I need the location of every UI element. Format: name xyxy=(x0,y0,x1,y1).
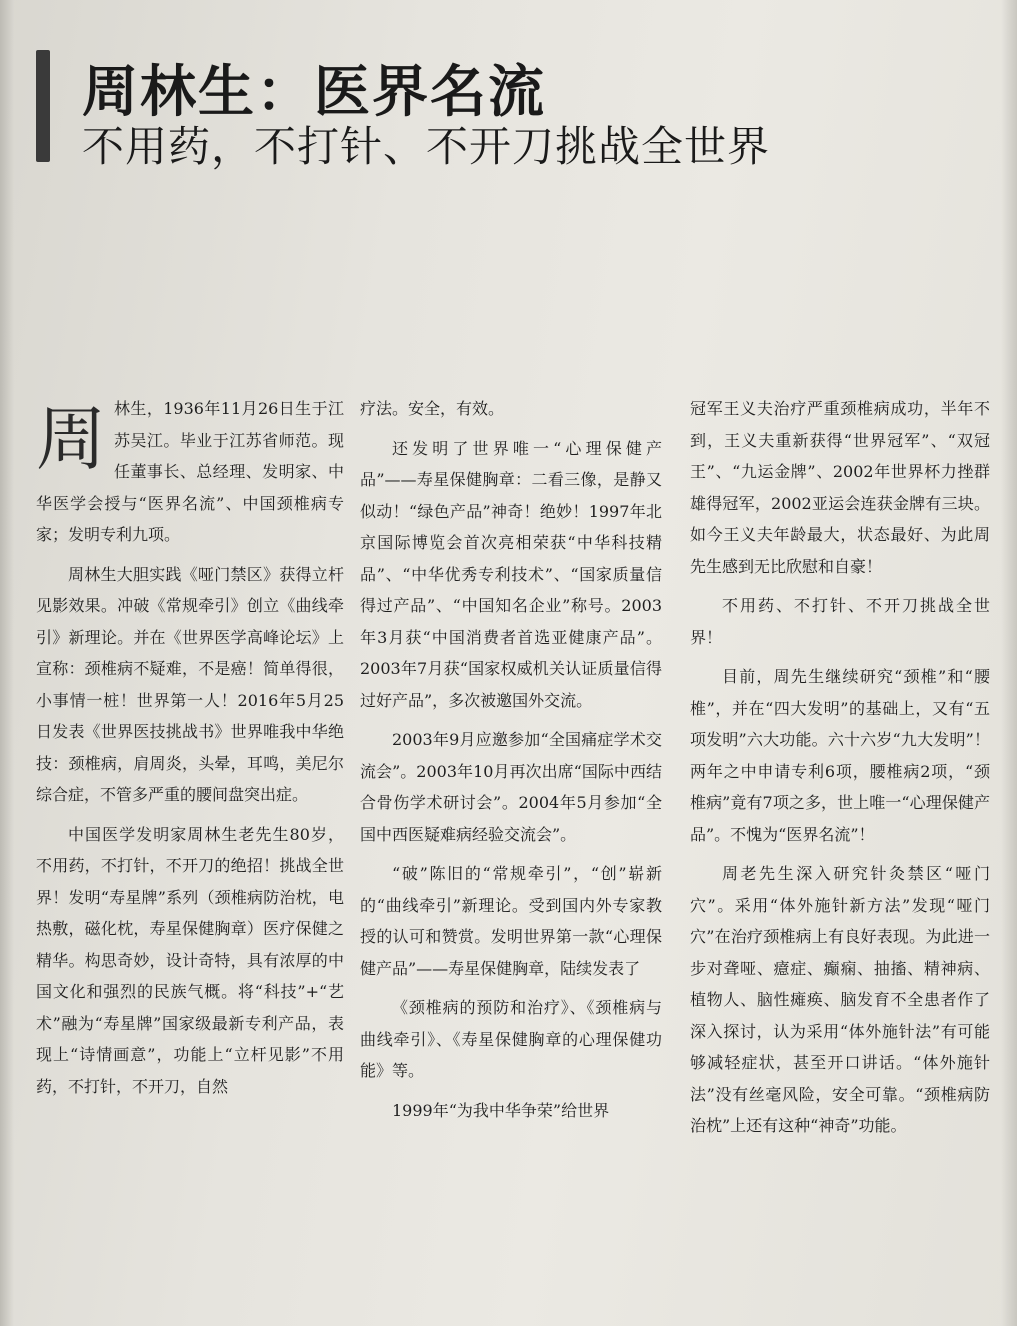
drop-cap: 周 xyxy=(36,398,106,480)
paragraph: 《颈椎病的预防和治疗》、《颈椎病与曲线牵引》、《寿星保健胸章的心理保健功能》等。 xyxy=(360,998,662,1080)
paragraph: 周老先生深入研究针灸禁区“哑门穴”。采用“体外施针新方法”发现“哑门穴”在治疗颈椎病上有良好表现。为此进一步对聋哑、癔症、癫痫、抽搐、精神病、植物人、脑性瘫痪、脑发育不全患者作了深入探讨，认为采用“体外施针法”有可能够减轻症状，甚至开口讲话。“体外施针法”没有丝毫风险，安全可靠。“颈椎病防治枕”上还有这种“神奇”功能。 xyxy=(690,864,990,1135)
paragraph: 周林生大胆实践《哑门禁区》获得立杆见影效果。冲破《常规牵引》创立《曲线牵引》新理论。并在《世界医学高峰论坛》上宣称：颈椎病不疑难，不是癌！简单得很，小事情一桩！世界第一人！2016年5月25日发表《世界医技挑战书》世界唯我中华绝技：颈椎病，肩周炎，头晕，耳鸣，美尼尔综合症，不管多严重的腰间盘突出症。 xyxy=(36,564,344,804)
article-subtitle: 不用药，不打针、不开刀挑战全世界 xyxy=(82,122,771,171)
paragraph: 还发明了世界唯一“心理保健产品”——寿星保健胸章：二看三像，是静又似动！“绿色产品”神奇！绝妙！1997年北京国际博览会首次亮相荣获“中华科技精品”、“中华优秀专利技术”、“国家质量信得过产品”、“中国知名企业”称号。2003年3月获“中国消费者首选亚健康产品”。2003年7月获“国家权威机关认证质量信得过好产品”，多次被邀国外交流。 xyxy=(360,438,662,710)
paragraph: 中国医学发明家周林生老先生80岁，不用药，不打针，不开刀的绝招！挑战全世界！发明“寿星牌”系列（颈椎病防治枕，电热敷，磁化枕，寿星保健胸章）医疗保健之精华。构思奇妙，设计奇特，具有浓厚的中国文化和强烈的民族气概。将“科技”+“艺术”融为“寿星牌”国家级最新专利产品，表现上“诗情画意”，功能上“立杆见影”不用药，不打针，不开刀，自然 xyxy=(36,824,344,1096)
paragraph: 疗法。安全，有效。 xyxy=(360,399,505,418)
paragraph-text: 林生，1936年11月26日生于江苏吴江。毕业于江苏省师范。现任董事长、总经理、发明家、中华医学会授与“医界名流”、中国颈椎病专家；发明专利九项。 xyxy=(36,399,344,544)
paragraph xyxy=(36,393,344,551)
paragraph: 2003年9月应邀参加“全国痛症学术交流会”。2003年10月再次出席“国际中西结合骨伤学术研讨会”。2004年5月参加“全国中西医疑难病经验交流会”。 xyxy=(360,730,662,844)
article-title: 周林生：医界名流 xyxy=(82,60,546,125)
page-shadow-left xyxy=(0,0,14,1326)
article-header xyxy=(28,40,988,170)
text-column-3 xyxy=(690,393,990,1150)
paragraph: 冠军王义夫治疗严重颈椎病成功，半年不到，王义夫重新获得“世界冠军”、“双冠王”、“九运金牌”、2002年世界杯力挫群雄得冠军，2002亚运会连获金牌有三块。如今王义夫年龄最大，状态最好、为此周先生感到无比欣慰和自豪！ xyxy=(690,399,990,576)
title-accent-bar xyxy=(36,50,50,162)
paragraph: 目前，周先生继续研究“颈椎”和“腰椎”，并在“四大发明”的基础上，又有“五项发明”六大功能。六十六岁“九大发明”！两年之中申请专利6项，腰椎病2项，“颈椎病”竟有7项之多，世上唯一“心理保健产品”。不愧为“医界名流”！ xyxy=(690,667,990,844)
paragraph: 不用药、不打针、不开刀挑战全世界！ xyxy=(690,596,990,647)
page-shadow-right xyxy=(1001,0,1017,1326)
text-column-2 xyxy=(360,393,662,1134)
paragraph: “破”陈旧的“常规牵引”，“创”崭新的“曲线牵引”新理论。受到国内外专家教授的认可和赞赏。发明世界第一款“心理保健产品”——寿星保健胸章，陆续发表了 xyxy=(360,864,662,978)
text-column-1 xyxy=(36,393,344,1110)
paragraph: 1999年“为我中华争荣”给世界 xyxy=(392,1100,610,1120)
